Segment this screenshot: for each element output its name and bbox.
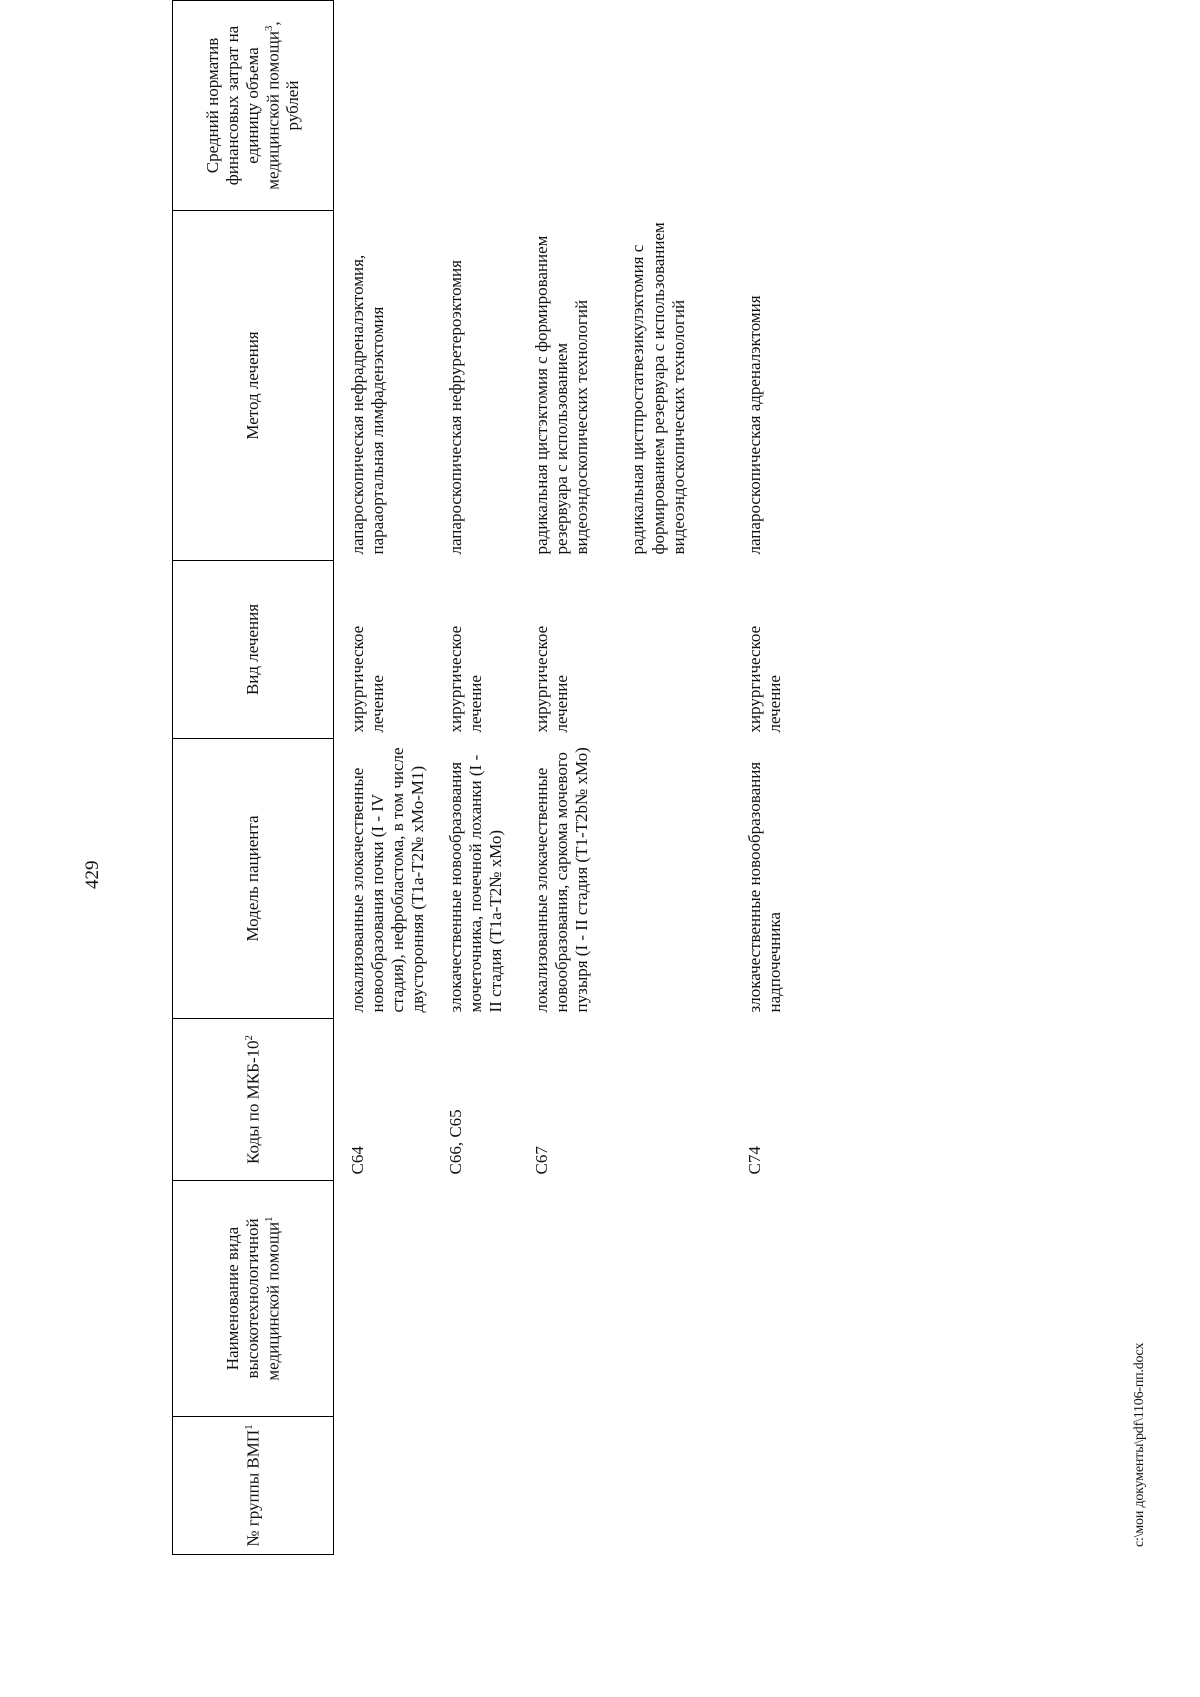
cell-type: хирургическое лечение: [532, 625, 572, 733]
cell-type: хирургическое лечение: [744, 625, 784, 733]
method-item: лапароскопическая адреналэктомия: [744, 295, 764, 555]
treatment-table: [172, 0, 795, 1555]
cell-model: злокачественные новообразования надпочечника: [744, 761, 784, 1013]
table-row: [516, 1, 698, 1555]
cell-group: [438, 1417, 516, 1555]
header-patient-model: Модель пациента: [173, 739, 334, 1019]
method-item: лапароскопическая нефруретероэктомия: [446, 260, 466, 555]
cell-model: локализованные злокачественные новообразования, саркома мочевого пузыря (I - II стадия (T1-T2b№ хМо): [532, 747, 592, 1013]
cell-name: [438, 1181, 516, 1417]
cell-model: злокачественные новообразования мочеточника, почечной лоханки (I - II стадия (T1a-T2№ хМо): [446, 754, 506, 1013]
cell-codes: C64: [348, 1146, 367, 1175]
header-icd-codes: Коды по МКБ-$10^2$: [173, 1019, 334, 1181]
table-row: [334, 1, 439, 1555]
method-item: радикальная цистпростатвезикулэктомия с формированием резервуара с использованием видеоэндоскопических технологий: [628, 222, 688, 555]
cell-codes: C67: [532, 1146, 552, 1175]
footer-file-path: c:\мои документы\pdf\1106-пп.docx: [1132, 1342, 1147, 1547]
cell-cost: [438, 1, 516, 211]
cell-name: [516, 1181, 698, 1417]
header-group-number: № группы ВМП$^1$: [173, 1417, 334, 1555]
header-treatment-method: Метод лечения: [173, 211, 334, 561]
header-vmp-name: Наименование вида высокотехнологичной медицинской помощи$^1$: [173, 1181, 334, 1417]
header-cost-norm: Средний норматив финансовых затрат на единицу объема медицинской помощи$^3$, рублей: [173, 1, 334, 211]
cell-model: локализованные злокачественные новообразования почки (I - IV стадия), нефробластома, в том числе двусторонняя (T1a-T2№ хМо-M1): [348, 747, 428, 1013]
cell-cost: [699, 1, 795, 211]
cell-method: [516, 211, 698, 561]
cell-cost: [334, 1, 439, 211]
cell-name: [334, 1181, 439, 1417]
cell-type: хирургическое лечение: [348, 625, 388, 733]
table-header-row: [173, 1, 334, 1555]
cell-method: [438, 211, 516, 561]
cell-group: [699, 1417, 795, 1555]
cell-method: [699, 211, 795, 561]
cell-method: [334, 211, 439, 561]
cell-cost: [516, 1, 698, 211]
cell-group: [516, 1417, 698, 1555]
cell-name: [699, 1181, 795, 1417]
page-number: 429: [82, 860, 103, 889]
method-item: радикальная цистэктомия с формированием резервуара с использованием видеоэндоскопических технологий: [532, 235, 592, 555]
cell-group: [334, 1417, 439, 1555]
cell-codes: C66, C65: [446, 1109, 466, 1175]
method-item: лапароскопическая нефрадреналэктомия, парааортальная лимфаденэктомия: [348, 254, 388, 555]
header-treatment-type: Вид лечения: [173, 561, 334, 739]
cell-type: хирургическое лечение: [446, 625, 486, 733]
table-row: [699, 1, 795, 1555]
cell-codes: C74: [744, 1146, 764, 1175]
table-row: [438, 1, 516, 1555]
